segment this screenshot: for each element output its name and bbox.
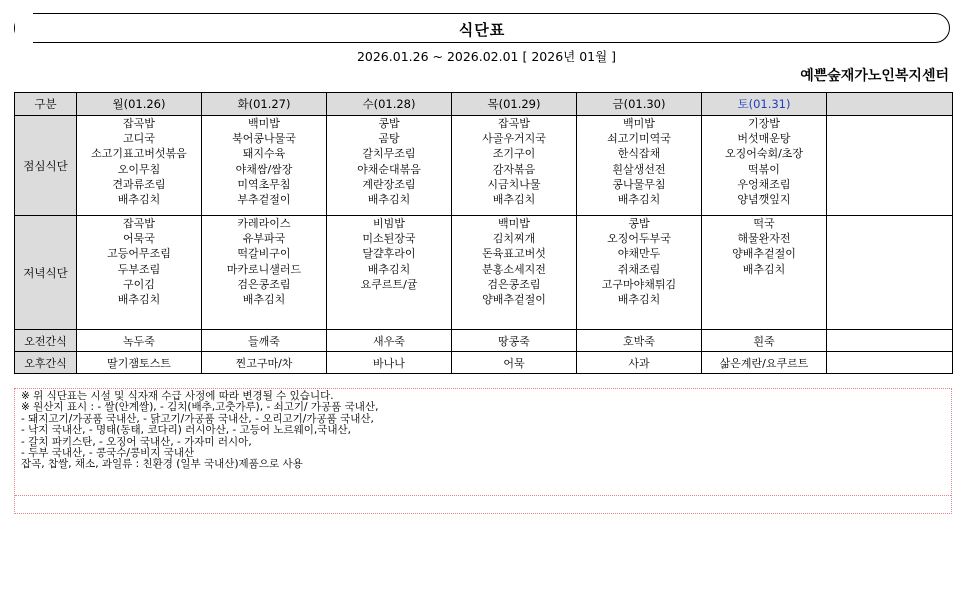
dish-item: 배추김치	[367, 262, 411, 276]
dish-item: 기장밥	[748, 117, 780, 130]
day-header-saturday: 토(01.31)	[702, 93, 827, 116]
dish-item: 부추겉절이	[237, 193, 291, 207]
empty-cell	[827, 330, 953, 352]
lunch-cell	[77, 116, 202, 216]
am-snack-label: 오전간식	[15, 330, 77, 352]
dish-item: 사골우거지국	[482, 132, 546, 146]
dish-item: 배추김치	[617, 293, 661, 307]
day-header: 금(01.30)	[577, 93, 702, 116]
empty-header	[827, 93, 953, 116]
dish-item: 요쿠르트/귤	[360, 277, 418, 291]
dish-item: 감자볶음	[492, 162, 536, 176]
dish-item: 흰살생선전	[612, 162, 666, 176]
dish-item: 배추김치	[117, 193, 161, 207]
dish-item: 김치찌개	[492, 232, 536, 246]
am-snack-cell: 녹두죽	[77, 330, 202, 352]
dish-item: 백미밥	[498, 217, 530, 230]
dish-item: 우엉채조림	[737, 177, 791, 191]
dinner-cell	[452, 216, 577, 330]
dish-item: 양념깻잎지	[737, 193, 791, 207]
dish-item: 마카로니샐러드	[226, 262, 302, 276]
dish-item: 유부파국	[242, 232, 286, 246]
dish-item: 쥐채조림	[617, 262, 661, 276]
dish-item: 구이김	[123, 277, 155, 291]
am-snack-cell: 흰죽	[702, 330, 827, 352]
note-line: ※ 위 식단표는 시설 및 식자재 수급 사정에 따라 변경될 수 있습니다.	[21, 390, 334, 402]
dish-item: 어묵국	[123, 232, 155, 246]
am-snack-cell: 땅콩죽	[452, 330, 577, 352]
dish-item: 카레라이스	[237, 217, 291, 230]
dish-item: 야채쌈/쌈장	[235, 162, 293, 176]
pm-snack-cell: 딸기잼토스트	[77, 352, 202, 374]
dish-item: 오징어두부국	[607, 232, 671, 246]
empty-cell	[827, 216, 953, 330]
dish-item: 고디국	[123, 132, 155, 146]
pm-snack-cell: 찐고구마/차	[202, 352, 327, 374]
organization-name: 예쁜숲재가노인복지센터	[800, 68, 949, 84]
dish-item: 배추김치	[617, 193, 661, 207]
am-snack-cell: 호박죽	[577, 330, 702, 352]
dish-item: 떡갈비구이	[237, 247, 291, 261]
dish-item: 검은콩조림	[487, 277, 541, 291]
lunch-cell	[577, 116, 702, 216]
dinner-cell	[702, 216, 827, 330]
dish-item: 잡곡밥	[123, 217, 155, 230]
lunch-cell	[327, 116, 452, 216]
note-line: 잡곡, 찹쌀, 채소, 과일류 : 친환경 (일부 국내산)제품으로 사용	[21, 458, 303, 471]
dish-item: 양배추겉절이	[482, 293, 546, 307]
lunch-label: 점심식단	[15, 116, 77, 216]
pm-snack-cell: 삶은계란/요쿠르트	[702, 352, 827, 374]
dish-item: 해물완자전	[737, 232, 791, 246]
notes-box	[14, 388, 952, 514]
day-header: 수(01.28)	[327, 93, 452, 116]
dish-item: 분홍소세지전	[482, 262, 546, 276]
am-snack-cell: 새우죽	[327, 330, 452, 352]
dish-item: 배추김치	[117, 293, 161, 307]
dinner-row	[15, 216, 953, 330]
dish-item: 북어콩나물국	[232, 132, 296, 146]
dish-item: 야채만두	[617, 247, 661, 261]
notes-divider	[15, 495, 951, 496]
dish-item: 달걀후라이	[362, 247, 416, 261]
dish-item: 쇠고기미역국	[607, 132, 671, 146]
pm-snack-cell: 사과	[577, 352, 702, 374]
lunch-row	[15, 116, 953, 216]
dinner-label: 저녁식단	[15, 216, 77, 330]
table-header-row	[15, 93, 953, 116]
dish-item: 잡곡밥	[498, 117, 530, 130]
dinner-cell	[577, 216, 702, 330]
dish-item: 배추김치	[742, 262, 786, 276]
am-snack-row	[15, 330, 953, 352]
dish-item: 한식잡채	[617, 147, 661, 161]
dish-item: 오징어숙회/초장	[724, 147, 804, 161]
corner-header: 구분	[15, 93, 77, 116]
day-header: 화(01.27)	[202, 93, 327, 116]
dish-item: 두부조림	[117, 262, 161, 276]
pm-snack-cell: 어묵	[452, 352, 577, 374]
dish-item: 갈치무조림	[362, 147, 416, 161]
dish-item: 양배추겉절이	[732, 247, 796, 261]
dish-item: 떡국	[753, 217, 775, 230]
pm-snack-row	[15, 352, 953, 374]
dinner-cell	[202, 216, 327, 330]
note-line: - 돼지고기/가공품 국내산, - 닭고기/가공품 국내산, - 오리고기/가공품 국내산,	[21, 412, 374, 425]
day-header: 월(01.26)	[77, 93, 202, 116]
dish-item: 고등어무조림	[107, 247, 171, 261]
dish-item: 콩밥	[378, 117, 400, 130]
dish-item: 콩밥	[628, 217, 650, 230]
dish-item: 곰탕	[378, 132, 400, 146]
lunch-cell	[452, 116, 577, 216]
note-line: - 두부 국내산, - 콩국수/콩비지 국내산	[21, 447, 195, 460]
dish-item: 시금치나물	[487, 177, 541, 191]
dish-item: 배추김치	[367, 193, 411, 207]
dish-item: 미소된장국	[362, 232, 416, 246]
dish-item: 배추김치	[492, 193, 536, 207]
dish-item: 계란장조림	[362, 177, 416, 191]
dish-item: 야채순대볶음	[357, 162, 421, 176]
note-line: - 낙지 국내산, - 명태(동태, 코다리) 러시아산, - 고등어 노르웨이,국내산,	[21, 424, 352, 437]
note-line: ※ 원산지 표시 : - 쌀(안계쌀), - 김치(배추,고춧가루), - 쇠고기/ 가공품 국내산,	[21, 401, 379, 414]
dish-item: 미역초무침	[237, 177, 291, 191]
dish-item: 백미밥	[248, 117, 280, 130]
dish-item: 백미밥	[623, 117, 655, 130]
note-line: - 갈치 파키스탄, - 오징어 국내산, - 가자미 러시아,	[21, 435, 252, 448]
dish-item: 잡곡밥	[123, 117, 155, 130]
dinner-cell	[77, 216, 202, 330]
empty-cell	[827, 352, 953, 374]
dish-item: 콩나물무침	[612, 177, 666, 191]
dish-item: 돼지수육	[242, 147, 286, 161]
dinner-cell	[327, 216, 452, 330]
dish-item: 소고기표고버섯볶음	[91, 147, 187, 161]
pm-snack-label: 오후간식	[15, 352, 77, 374]
title-box	[14, 13, 950, 43]
dish-item: 비빔밥	[373, 217, 405, 230]
dish-item: 검은콩조림	[237, 277, 291, 291]
dish-item: 조기구이	[492, 147, 536, 161]
dish-item: 떡볶이	[748, 162, 780, 176]
empty-cell	[827, 116, 953, 216]
day-header: 목(01.29)	[452, 93, 577, 116]
menu-table	[14, 92, 953, 374]
dish-item: 배추김치	[242, 293, 286, 307]
lunch-cell	[202, 116, 327, 216]
menu-period: 2026.01.26 ~ 2026.02.01 [ 2026년 01월 ]	[356, 49, 617, 64]
dish-item: 오이무침	[117, 162, 161, 176]
page-title: 식단표	[458, 21, 506, 39]
am-snack-cell: 들깨죽	[202, 330, 327, 352]
dish-item: 버섯매운탕	[737, 132, 791, 146]
dish-item: 고구마야채튀김	[601, 277, 677, 291]
dish-item: 돈육표고버섯	[482, 247, 546, 261]
pm-snack-cell: 바나나	[327, 352, 452, 374]
dish-item: 견과류조림	[112, 177, 166, 191]
lunch-cell	[702, 116, 827, 216]
